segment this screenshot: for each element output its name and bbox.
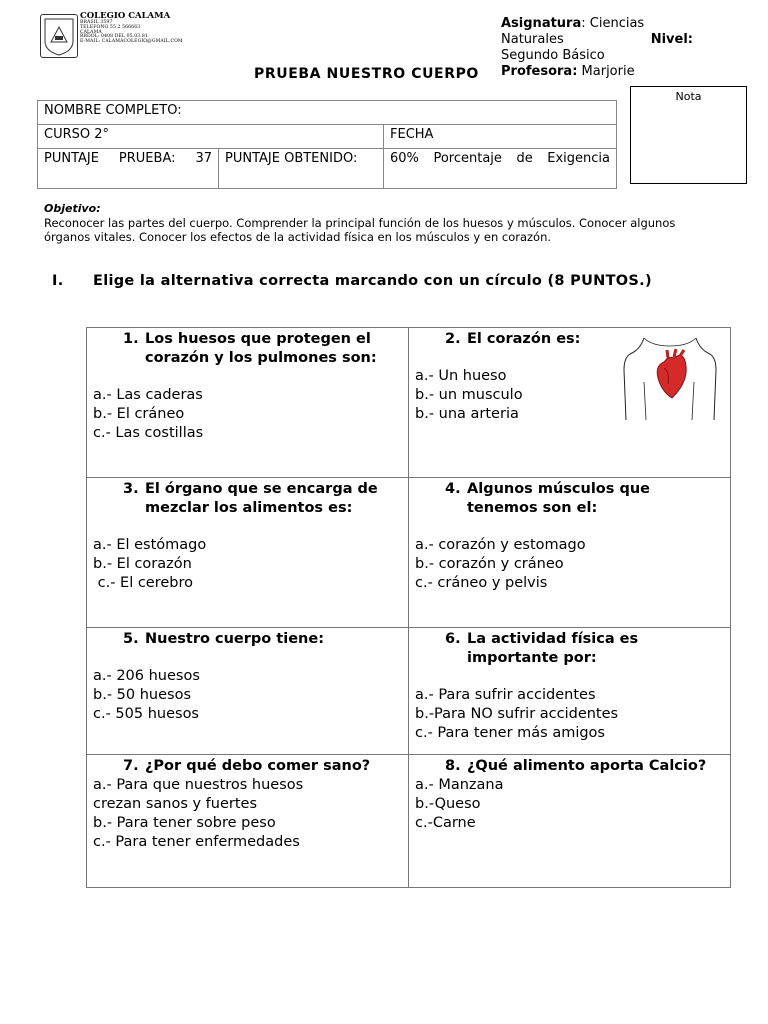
page-title: PRUEBA NUESTRO CUERPO xyxy=(254,66,479,82)
question-7-cell xyxy=(87,755,409,888)
nota-label: Nota xyxy=(675,90,702,103)
nombre-cell[interactable]: NOMBRE COMPLETO: xyxy=(38,101,617,125)
question-5-number: 5. xyxy=(123,631,139,647)
objective-label: Objetivo: xyxy=(44,202,101,215)
section-number: I. xyxy=(52,273,64,289)
question-8-option-c[interactable]: c.-Carne xyxy=(415,815,476,831)
subject-info xyxy=(501,16,701,79)
question-6-cell xyxy=(409,628,731,755)
section-instructions: Elige la alternativa correcta marcando con un círculo (8 PUNTOS.) xyxy=(93,273,652,289)
question-7-number: 7. xyxy=(123,758,139,774)
question-3-option-b[interactable]: b.- El corazón xyxy=(93,556,192,572)
question-5-text: Nuestro cuerpo tiene: xyxy=(145,631,324,647)
question-8-text: ¿Qué alimento aporta Calcio? xyxy=(467,758,707,774)
question-1-option-c[interactable]: c.- Las costillas xyxy=(93,425,204,441)
exigencia-cell: 60% Porcentaje de Exigencia xyxy=(384,149,617,189)
puntaje-obtenido-cell[interactable]: PUNTAJE OBTENIDO: xyxy=(219,149,384,189)
objective-block xyxy=(44,202,704,244)
questions-grid xyxy=(86,327,731,888)
asignatura-value: : Ciencias xyxy=(581,16,645,31)
school-rbd: RBDOL: 0408 DEL 05.03.81 xyxy=(80,34,148,40)
asignatura-label: Asignatura xyxy=(501,16,582,31)
question-6-option-a[interactable]: a.- Para sufrir accidentes xyxy=(415,687,596,703)
question-8-cell xyxy=(409,755,731,888)
curso-cell: CURSO 2° xyxy=(38,125,384,149)
school-address: BRASIL 3597 xyxy=(80,19,113,25)
question-2-option-a[interactable]: a.- Un hueso xyxy=(415,368,507,384)
question-6-option-c[interactable]: c.- Para tener más amigos xyxy=(415,725,605,741)
puntaje-prueba-cell: PUNTAJE PRUEBA: 37 xyxy=(38,149,219,189)
question-4-cell xyxy=(409,478,731,628)
student-info-table xyxy=(37,100,617,189)
profesora-value: Marjorie xyxy=(577,64,635,79)
question-4-number: 4. xyxy=(445,481,461,497)
question-4-option-b[interactable]: b.- corazón y cráneo xyxy=(415,556,564,572)
profesora-label: Profesora: xyxy=(501,64,578,79)
question-6-text: La actividad física es importante por: xyxy=(467,631,639,666)
nivel-value: Segundo Básico xyxy=(501,48,605,63)
question-5-option-b[interactable]: b.- 50 huesos xyxy=(93,687,191,703)
school-name: COLEGIO CALAMA xyxy=(80,11,171,21)
question-3-number: 3. xyxy=(123,481,139,497)
school-email: E-MAIL: CALAMACOLEGIO@GMAIL.COM xyxy=(80,39,183,45)
question-8-option-b[interactable]: b.-Queso xyxy=(415,796,481,812)
question-8-option-a[interactable]: a.- Manzana xyxy=(415,777,504,793)
objective-text: Reconocer las partes del cuerpo. Comprender la principal función de los huesos y músculos. Conocer algunos órganos vitales. Conocer los efectos de la actividad física en los músculos y en corazón. xyxy=(44,216,676,244)
question-7-text: ¿Por qué debo comer sano? xyxy=(145,758,371,774)
question-2-option-b[interactable]: b.- un musculo xyxy=(415,387,523,403)
question-5-cell xyxy=(87,628,409,755)
school-info xyxy=(80,12,183,45)
question-8-number: 8. xyxy=(445,758,461,774)
heart-torso-icon xyxy=(622,336,718,422)
question-4-option-a[interactable]: a.- corazón y estomago xyxy=(415,537,586,553)
question-1-option-b[interactable]: b.- El cráneo xyxy=(93,406,185,422)
school-city: CALAMA xyxy=(80,29,102,35)
question-2-text: El corazón es: xyxy=(467,331,581,347)
question-5-option-c[interactable]: c.- 505 huesos xyxy=(93,706,199,722)
nota-box xyxy=(630,86,747,184)
question-3-option-c[interactable]: c.- El cerebro xyxy=(93,575,194,591)
question-5-option-a[interactable]: a.- 206 huesos xyxy=(93,668,200,684)
question-6-option-b[interactable]: b.-Para NO sufrir accidentes xyxy=(415,706,619,722)
school-logo xyxy=(40,14,78,58)
school-shield-icon xyxy=(41,15,77,57)
question-3-cell xyxy=(87,478,409,628)
school-phone: TELEFONO 55 2 566663 xyxy=(80,24,141,30)
question-1-cell xyxy=(87,328,409,478)
question-1-text: Los huesos que protegen el corazón y los pulmones son: xyxy=(145,331,377,366)
question-7-option-b[interactable]: b.- Para tener sobre peso xyxy=(93,815,276,831)
question-3-text: El órgano que se encarga de mezclar los alimentos es: xyxy=(145,481,378,516)
asignatura-value-2: Naturales xyxy=(501,32,564,47)
question-7-option-a-continued[interactable]: crezan sanos y fuertes xyxy=(93,796,258,812)
fecha-cell[interactable]: FECHA xyxy=(384,125,617,149)
question-4-option-c[interactable]: c.- cráneo y pelvis xyxy=(415,575,548,591)
question-7-option-a[interactable]: a.- Para que nuestros huesos xyxy=(93,777,304,793)
nivel-label: Nivel: xyxy=(650,32,693,47)
question-4-text: Algunos músculos que tenemos son el: xyxy=(467,481,650,516)
question-3-option-a[interactable]: a.- El estómago xyxy=(93,537,207,553)
question-7-option-c[interactable]: c.- Para tener enfermedades xyxy=(93,834,300,850)
question-2-number: 2. xyxy=(445,331,461,347)
question-2-option-c[interactable]: b.- una arteria xyxy=(415,406,519,422)
question-1-option-a[interactable]: a.- Las caderas xyxy=(93,387,203,403)
question-2-cell xyxy=(409,328,731,478)
question-1-number: 1. xyxy=(123,331,139,347)
question-6-number: 6. xyxy=(445,631,461,647)
